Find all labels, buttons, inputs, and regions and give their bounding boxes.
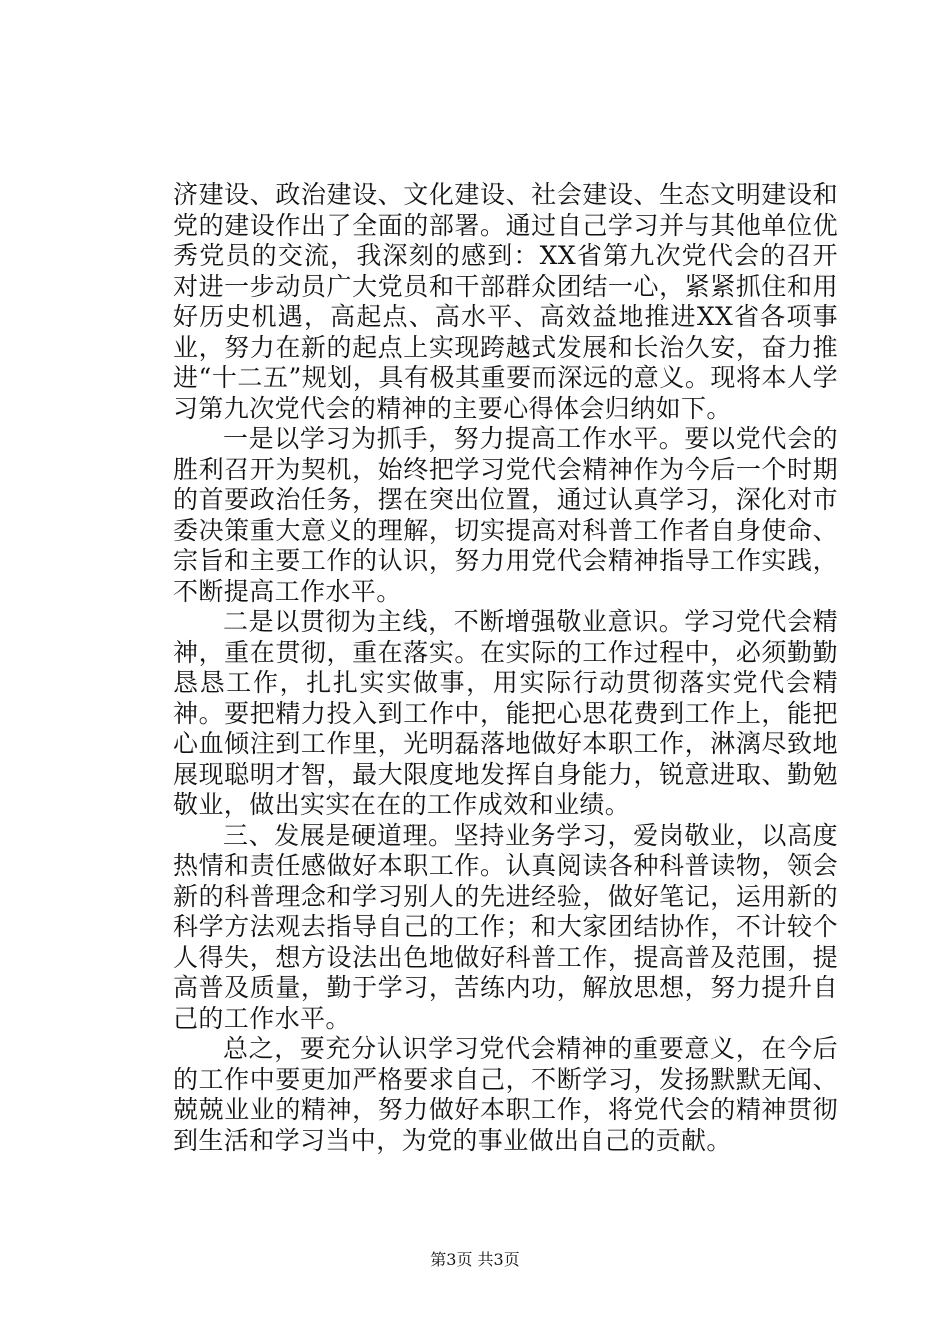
paragraph-point-two: 二是以贯彻为主线，不断增强敬业意识。学习党代会精神，重在贯彻，重在落实。在实际的工作过程中，必须勤勤恳恳工作，扎扎实实做事，用实际行动贯彻落实党代会精神。要把精力投入到工作中，能把心思花费到工作上，能把心血倾注到工作里，光明磊落地做好本职工作，淋漓尽致地展现聪明才智，最大限度地发挥自身能力，锐意进取、勤勉敬业，做出实实在在的工作成效和业绩。 xyxy=(173,607,838,819)
paragraph-point-three: 三、发展是硬道理。坚持业务学习，爱岗敬业，以高度热情和责任感做好本职工作。认真阅读各种科普读物，领会新的科普理念和学习别人的先进经验，做好笔记，运用新的科学方法观去指导自己的工作；和大家团结协作，不计较个人得失，想方设法出色地做好科普工作，提高普及范围，提高普及质量，勤于学习，苦练内功，解放思想，努力提升自己的工作水平。 xyxy=(173,820,838,1033)
document-body xyxy=(173,180,838,1156)
paragraph-conclusion: 总之，要充分认识学习党代会精神的重要意义，在今后的工作中要更加严格要求自己，不断学习，发扬默默无闻、兢兢业业的精神，努力做好本职工作，将党代会的精神贯彻到生活和学习当中，为党的事业做出自己的贡献。 xyxy=(173,1034,838,1155)
paragraph-continuation: 济建设、政治建设、文化建设、社会建设、生态文明建设和党的建设作出了全面的部署。通过自己学习并与其他单位优秀党员的交流，我深刻的感到：XX省第九次党代会的召开对进一步动员广大党员和干部群众团结一心，紧紧抓住和用好历史机遇，高起点、高水平、高效益地推进XX省各项事业，努力在新的起点上实现跨越式发展和长治久安，奋力推进“十二五”规划，具有极其重要而深远的意义。现将本人学习第九次党代会的精神的主要心得体会归纳如下。 xyxy=(173,180,838,423)
paragraph-point-one: 一是以学习为抓手，努力提高工作水平。要以党代会的胜利召开为契机，始终把学习党代会精神作为今后一个时期的首要政治任务，摆在突出位置，通过认真学习，深化对市委决策重大意义的理解，切实提高对科普工作者自身使命、宗旨和主要工作的认识，努力用党代会精神指导工作实践，不断提高工作水平。 xyxy=(173,424,838,606)
page-number-footer: 第3页 共3页 xyxy=(430,1250,520,1269)
